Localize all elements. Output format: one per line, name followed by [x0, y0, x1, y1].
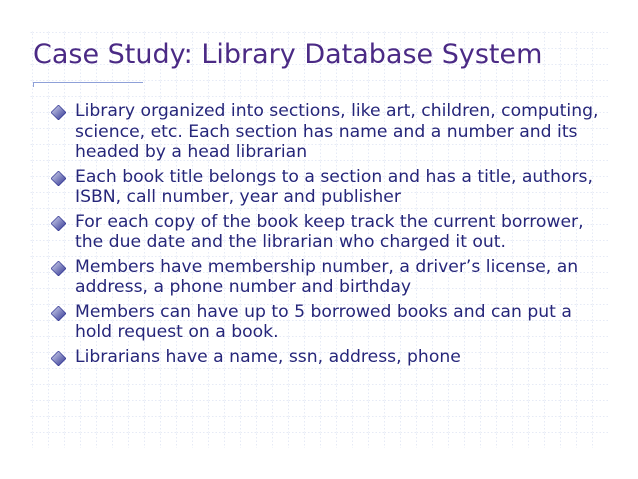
bullet-item: [50, 167, 610, 208]
bullet-item: [50, 302, 610, 343]
diamond-bullet-icon: [51, 261, 66, 276]
diamond-bullet-icon: [51, 171, 66, 186]
diamond-bullet-icon: [51, 306, 66, 321]
slide-title: Case Study: Library Database System: [33, 39, 543, 70]
bullet-text: Members have membership number, a driver’s license, an address, a phone number and birthday: [75, 256, 579, 297]
bullet-text: Each book title belongs to a section and has a title, authors, ISBN, call number, year and publisher: [75, 166, 593, 207]
diamond-bullet-icon: [51, 216, 66, 231]
bullet-text: Librarians have a name, ssn, address, phone: [75, 346, 461, 367]
bullet-list: [50, 101, 610, 371]
title-underline: [33, 82, 143, 83]
bullet-item: [50, 101, 610, 163]
bullet-item: [50, 212, 610, 253]
title-underline-tick: [33, 82, 34, 87]
diamond-bullet-icon: [51, 351, 66, 366]
bullet-item: [50, 347, 610, 368]
bullet-text: For each copy of the book keep track the current borrower, the due date and the librarian who charged it out.: [75, 211, 584, 252]
bullet-text: Library organized into sections, like art, children, computing, science, etc. Each section has name and a number and its headed by a head librarian: [75, 101, 599, 162]
diamond-bullet-icon: [51, 105, 66, 120]
bullet-item: [50, 257, 610, 298]
bullet-text: Members can have up to 5 borrowed books and can put a hold request on a book.: [75, 301, 572, 342]
